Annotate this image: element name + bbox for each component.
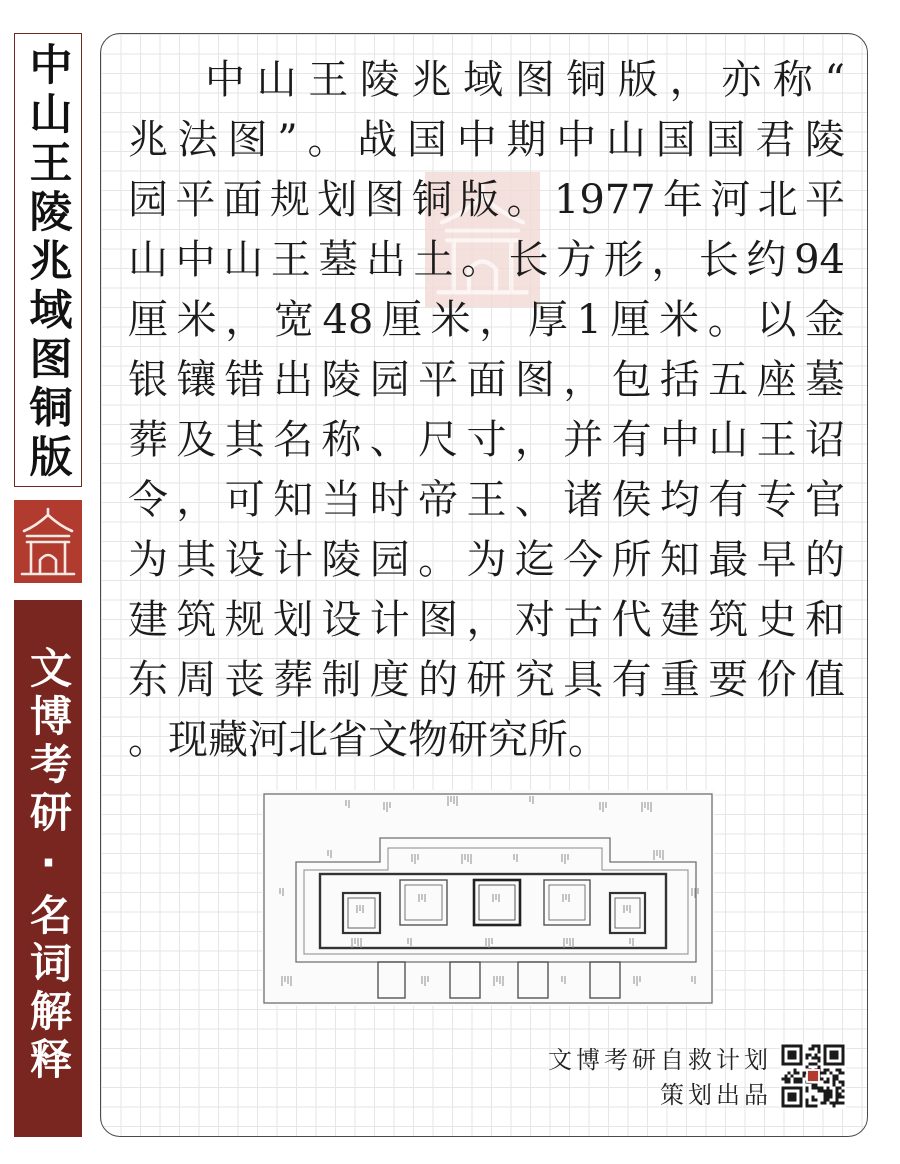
series-label-block (14, 600, 82, 1137)
text-line: 银镶错出陵园平面图，包括五座墓 (128, 357, 845, 403)
text-line: 。现藏河北省文物研究所。 (128, 717, 608, 763)
credit-text (548, 1043, 772, 1113)
text-line: 园平面规划图铜版。1977年河北平 (128, 177, 845, 223)
series-label: 文博考研·名词解释 (24, 646, 73, 1085)
building-seal-icon (14, 500, 82, 583)
vertical-title-box (14, 33, 82, 487)
text-line: 中山王陵兆域图铜版，亦称“ (205, 57, 845, 103)
text-line: 东周丧葬制度的研究具有重要价值 (128, 657, 845, 703)
text-line: 厘米，宽48厘米，厚1厘米。以金 (128, 297, 845, 343)
page-title: 中山王陵兆域图铜版 (22, 42, 73, 483)
mausoleum-plan-diagram (262, 790, 714, 1006)
text-line: 为其设计陵园。为迄今所知最早的 (128, 537, 845, 583)
text-line: 兆法图”。战国中期中山国国君陵 (128, 117, 845, 163)
text-line: 建筑规划设计图，对古代建筑史和 (128, 597, 845, 643)
credit-line-1: 文博考研自救计划 (548, 1046, 772, 1074)
text-line: 令，可知当时帝王、诸侯均有专官 (128, 477, 845, 523)
diagram-background (262, 790, 714, 1006)
definition-text (128, 50, 845, 770)
credit-line-2: 策划出品 (660, 1081, 772, 1109)
qr-logo (808, 1071, 818, 1081)
text-line: 山中山王墓出土。长方形，长约94 (128, 237, 845, 283)
qr-code-icon (780, 1043, 846, 1109)
text-line: 葬及其名称、尺寸，并有中山王诏 (128, 417, 845, 463)
